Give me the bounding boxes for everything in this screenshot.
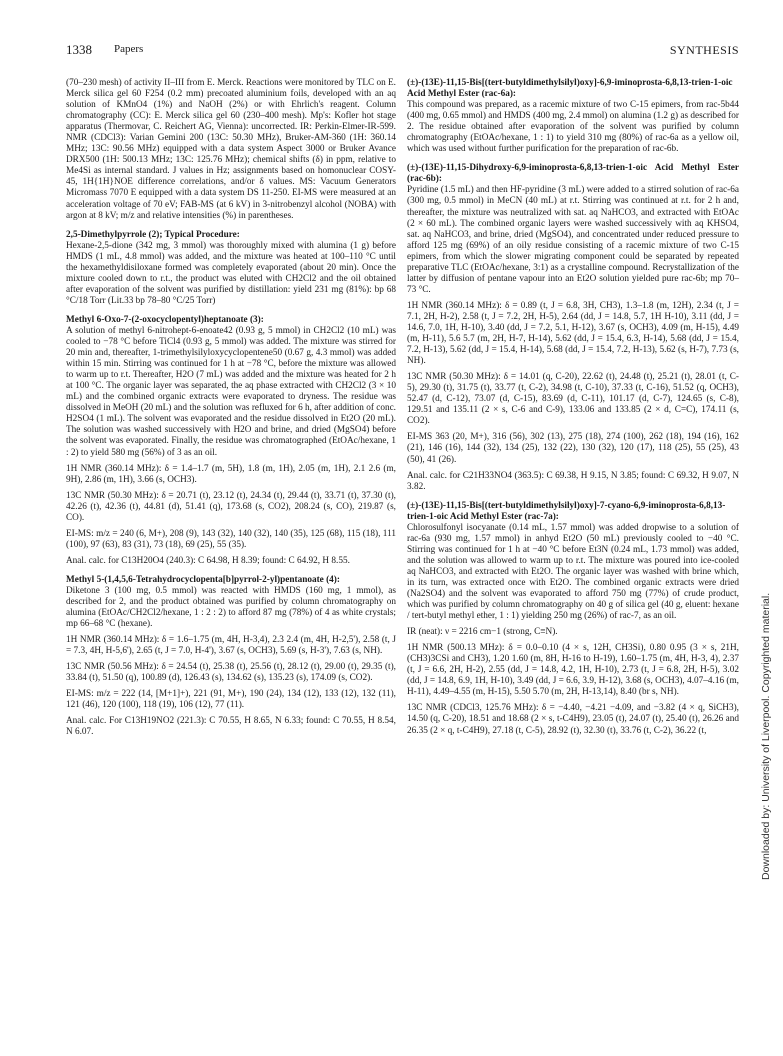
paragraph: This compound was prepared, as a racemic mixture of two C-15 epimers, from rac-5b44 (400 mg, 0.65 mmol) and HMDS (400 mg, 2.4 mmol) on alumina (1.2 g) as described for 2. The residue obtained after evaporation of the solvent was purified by column chromatography (EtOAc/hexane, 1 : 1) to yield 310 mg (80%) of rac-6a as a yellow oil, which was used without further purification for the preparation of rac-6b. <box>407 100 739 155</box>
download-watermark: Downloaded by: University of Liverpool. Copyrighted material. <box>760 592 772 880</box>
paragraph: Hexane-2,5-dione (342 mg, 3 mmol) was thoroughly mixed with alumina (1 g) before HMDS (1 mL, 4.8 mmol) was added, and the mixture was heated at 100–110 °C until the hexamethyldisiloxane formed was completely evaporated (about 20 min). Once the mixture cooled down to r.t., the product was eluted with CH2Cl2 and the oil obtained after evaporation of the solvent was purified by distillation: yield 231 mg (81%): bp 68 °C/18 Torr (Lit.33 bp 78–80 °C/25 Torr) <box>66 240 396 306</box>
paragraph: EI-MS 363 (20, M+), 316 (56), 302 (13), 275 (18), 274 (100), 262 (18), 194 (16), 162 (21), 146 (16), 144 (32), 134 (25), 132 (22), 130 (32), 120 (17), 118 (25), 55 (25), 43 (50), 41 (26). <box>407 432 739 465</box>
paragraph: Chlorosulfonyl isocyanate (0.14 mL, 1.57 mmol) was added dropwise to a solution of rac-6a (930 mg, 1.57 mmol) in anhyd Et2O (50 mL) previously cooled to −40 °C. Stirring was continued for 1 h at −40 °C before Et3N (0.24 mL, 1.73 mmol) was added, and the solution was allowed to warm up to r.t. The mixture was poured into ice-cooled aq NaHCO3, and extracted with Et2O. The organic layer was washed with brine which, in its turn, was extracted once with Et2O. The combined organic extracts were dried (Na2SO4) and the solvent was evaporated to afford 750 mg (77%) of crude product, which was purified by column chromatography on 40 g of silica gel (40 g, eluent: hexane / tert-butyl methyl ether, 1 : 1) yielding 250 mg (26%) of rac-7, as an oil. <box>407 522 739 622</box>
procedure-heading: (±)-(13E)-11,15-Bis[(tert-butyldimethylsilyl)oxy]-7-cyano-6,9-iminoprosta-6,8,13-trien-1-oic Acid Methyl Ester (rac-7a): <box>407 500 726 522</box>
paragraph: 1H NMR (360.14 MHz): δ = 0.89 (t, J = 6.8, 3H, CH3), 1.3–1.8 (m, 12H), 2.34 (t, J = 7.1, 2H, H-2), 2.58 (t, J = 7.2, 2H, H-5), 2.64 (dd, J = 14.8, 5.7, 1H H-10), 3.11 (dd, J = 14.6, 7.0, 1H, H-10), 3.40 (dd, J = 7.2, 5.1, H-12), 3.67 (s, OCH3), 4.09 (m, H-15), 4.49 (m, H-11), 5.6 5.7 (m, 2H, H-7, H-14), 5.62 (dd, J = 15.4, 6.3, H-14), 5.68 (dd, J = 15.4, 7.2, H-13), 5.62 (dd, J = 15.4, H-14), 5.68 (dd, J = 15.4, 7.2, H-13), 5.62 (s, H-7), 7.73 (s, NH). <box>407 300 739 367</box>
paragraph: Anal. calc. for C21H33NO4 (363.5): C 69.38, H 9.15, N 3.85; found: C 69.32, H 9.07, N 3.82. <box>407 470 739 492</box>
paragraph: Anal. calc. For C13H19NO2 (221.3): C 70.55, H 8.65, N 6.33; found: C 70.55, H 8.54, N 6.07. <box>66 716 396 738</box>
paragraph: 1H NMR (360.14 MHz): δ = 1.6–1.75 (m, 4H, H-3,4), 2.3 2.4 (m, 4H, H-2,5'), 2.58 (t, J = 7.3, 4H, H-5,6'), 2.65 (t, J = 7.0, H-4'), 3.67 (s, OCH3), 5.69 (s, H-3'), 7.63 (s, NH). <box>66 635 396 657</box>
left-column <box>66 78 396 739</box>
paragraph: 13C NMR (50.30 MHz): δ = 14.01 (q, C-20), 22.62 (t), 24.48 (t), 25.21 (t), 28.01 (t, C-5), 29.30 (t), 31.75 (t), 33.77 (t, C-2), 34.98 (t, C-10), 37.33 (t, C-16), 51.52 (q, OCH3), 52.47 (d, C-12), 73.07 (d, C-15), 83.69 (d, C-11), 101.17 (d, C-7), 124.65 (s, C-8), 129.51 and 135.11 (2 × s, C-6 and C-9), 133.06 and 133.85 (2 × d, C=C), 174.11 (s, CO2). <box>407 372 739 427</box>
paragraph: EI-MS: m/z = 240 (6, M+), 208 (9), 143 (32), 140 (32), 140 (35), 125 (68), 115 (18), 111 (100), 97 (63), 83 (31), 73 (18), 69 (25), 55 (35). <box>66 528 396 550</box>
procedure-heading: (±)-(13E)-11,15-Dihydroxy-6,9-iminoprosta-6,8,13-trien-1-oic Acid Methyl Ester (rac-6b): <box>407 163 739 185</box>
paragraph: Pyridine (1.5 mL) and then HF-pyridine (3 mL) were added to a stirred solution of rac-6a (300 mg, 0.5 mmol) in MeCN (40 mL) at r.t. Stirring was continued at r.t. for 2 h and, thereafter, the mixture was neutralized with sat. aq NaHCO3, and extracted with EtOAc (2 × 60 mL). The combined organic layers were washed successively with aq KHSO4, sat. aq NaHCO3, and brine, dried (MgSO4), and concentrated under reduced pressure to afford 125 mg (69%) of an oily residue consisting of a racemic mixture of two C-15 epimers, from which the slower migrating component could be separated by repeated preparative TLC (EtOAc/hexane, 3:1) as a crystalline compound. Recrystallization of the latter by diffusion of pentane vapour into an Et2O solution yielded pure rac-6b; mp 70–73 °C. <box>407 185 739 295</box>
paragraph: (70–230 mesh) of activity II–III from E. Merck. Reactions were monitored by TLC on E. Merck silica gel 60 F254 (0.2 mm) precoated aluminium foils, developed with an aq solution of KMnO4 (1%) and NaOH (2%) or with Ehrlich's reagent. Column chromatography (CC): E. Merck silica gel 60 (230–400 mesh). Mp's: Kofler hot stage apparatus (Thermovar, C. Reichert AG, Vienna): uncorrected. IR: Perkin-Elmer-IR-599. NMR (CDCl3): Varian Gemini 200 (13C: 50.30 MHz), Bruker-AM-360 (1H: 360.14 MHz; 13C: 90.56 MHz) equipped with a data system Aspect 3000 or Bruker Avance DRX500 (1H: 500.13 MHz; 13C: 125.76 MHz); chemical shifts (δ) in ppm, relative to Me4Si as internal standard. J values in Hz; assignments based on homonuclear COSY-45, 1H{1H}NOE difference correlations, and/or δ values. MS: Vacuum Generators Micromass 7070 E equipped with a data system DS 11-250. EI-MS were measured at an acceleration voltage of 70 eV; FAB-MS (at 6 kV) in 3-nitrobenzyl alcohol (NOBA) with argon at 8 kV; m/z and relative intensities (%) in parentheses. <box>66 78 396 221</box>
paragraph: Anal. calc. for C13H20O4 (240.3): C 64.98, H 8.39; found: C 64.92, H 8.55. <box>66 555 350 566</box>
paragraph: IR (neat): ν = 2216 cm−1 (strong, C≡N). <box>407 627 558 638</box>
paragraph: 1H NMR (360.14 MHz): δ = 1.4–1.7 (m, 5H), 1.8 (m, 1H), 2.05 (m, 1H), 2.1 2.6 (m, 9H), 2.86 (m, 1H), 3.66 (s, OCH3). <box>66 463 396 485</box>
paragraph: A solution of methyl 6-nitrohept-6-enoate42 (0.93 g, 5 mmol) in CH2Cl2 (10 mL) was cooled to −78 °C before TiCl4 (0.93 g, 5 mmol) was added. The mixture was stirred for 20 min and, thereafter, 1-trimethylsilyloxycyclopentene50 (0.67 g, 4.3 mmol) was added within 15 min. Stirring was continued for 1 h at −78 °C, before the mixture was allowed to warm up to r.t. Thereafter, H2O (7 mL) was added and the mixture was heated for 2 h at 100 °C. The organic layer was separated, the aq phase extracted with CH2Cl2 (3 × 10 mL) and the combined organic extracts were evaporated to dryness. The residue was dissolved in MeOH (20 mL) and the solution was refluxed for 6 h, after addition of conc. H2SO4 (1 mL). The solvent was evaporated and the residue dissolved in Et2O (20 mL). The solution was washed successively with H2O and brine, and dried (MgSO4) before the solvent was evaporated. Finally, the residue was chromatographed (EtOAc/hexane, 1 : 2) to yield 580 mg (56%) of 3 as an oil. <box>66 325 396 458</box>
paragraph: 1H NMR (500.13 MHz): δ = 0.0–0.10 (4 × s, 12H, CH3Si), 0.80 0.95 (3 × s, 21H, (CH3)3CSi and CH3), 1.20 1.60 (m, 8H, H-16 to H-19), 1.60–1.75 (m, 4H, H-3, 4), 2.37 (t, J = 6.6, 2H, H-2), 2.55 (dd, J = 14.8, 4.2, 1H, H-10), 2.73 (t, J = 6.8, 2H, H-5), 3.02 (dd, J = 14.8, 6.9, 1H, H-10), 3.49 (dd, J = 6.6, 3.9, H-12), 3.68 (s, OCH3), 4.07–4.16 (m, H-11), 4.49–4.55 (m, H-15), 5.50 5.70 (m, 2H, H-13,14), 8.40 (br s, NH). <box>407 643 739 698</box>
paragraph: 13C NMR (CDCl3, 125.76 MHz): δ = −4.40, −4.21 −4.09, and −3.82 (4 × q, SiCH3), 14.50 (q, C-20), 18.51 and 18.68 (2 × s, t-C4H9), 23.05 (t), 24.07 (t), 25.40 (t), 26.26 and 26.35 (2 × q, t-C4H9), 27.18 (t, C-5), 28.92 (t), 32.30 (t), 33.76 (t, C-2), 36.22 (t, <box>407 703 739 736</box>
page-number: 1338 <box>66 42 92 57</box>
procedure-heading: Methyl 6-Oxo-7-(2-oxocyclopentyl)heptanoate (3): <box>66 314 264 325</box>
paragraph: EI-MS: m/z = 222 (14, [M+1]+), 221 (91, M+), 190 (24), 134 (12), 133 (12), 132 (11), 121 (46), 120 (100), 118 (19), 106 (12), 77 (11). <box>66 689 396 711</box>
section-label: Papers <box>114 43 144 55</box>
procedure-heading: Methyl 5-(1,4,5,6-Tetrahydrocyclopenta[b]pyrrol-2-yl)pentanoate (4): <box>66 574 340 585</box>
paragraph: 13C NMR (50.56 MHz): δ = 24.54 (t), 25.38 (t), 25.56 (t), 28.12 (t), 29.00 (t), 29.35 (t), 33.84 (t), 51.50 (q), 100.89 (d), 126.43 (s), 134.62 (s), 135.23 (s), 174.09 (s, CO2). <box>66 662 396 684</box>
page-header <box>66 42 739 58</box>
procedure-heading: (±)-(13E)-11,15-Bis[(tert-butyldimethylsilyl)oxy]-6,9-iminoprosta-6,8,13-trien-1-oic Acid Methyl Ester (rac-6a): <box>407 78 733 100</box>
procedure-heading: 2,5-Dimethylpyrrole (2); Typical Procedure: <box>66 229 240 240</box>
paragraph: Diketone 3 (100 mg, 0.5 mmol) was reacted with HMDS (160 mg, 1 mmol), as described for 2, and the product obtained was purified by column chromatography on alumina (EtOAc/CH2Cl2/hexane, 1 : 2 : 2) to afford 87 mg (78%) of 4 as white crystals; mp 66–68 °C (hexane). <box>66 585 396 630</box>
right-column <box>407 78 739 737</box>
paragraph: 13C NMR (50.30 MHz): δ = 20.71 (t), 23.12 (t), 24.34 (t), 29.44 (t), 33.71 (t), 37.30 (t), 42.26 (t), 42.36 (t), 44.81 (d), 51.41 (q), 173.68 (s, CO2), 208.24 (s, CO), 219.87 (s, CO). <box>66 490 396 523</box>
journal-name: SYNTHESIS <box>669 43 739 57</box>
